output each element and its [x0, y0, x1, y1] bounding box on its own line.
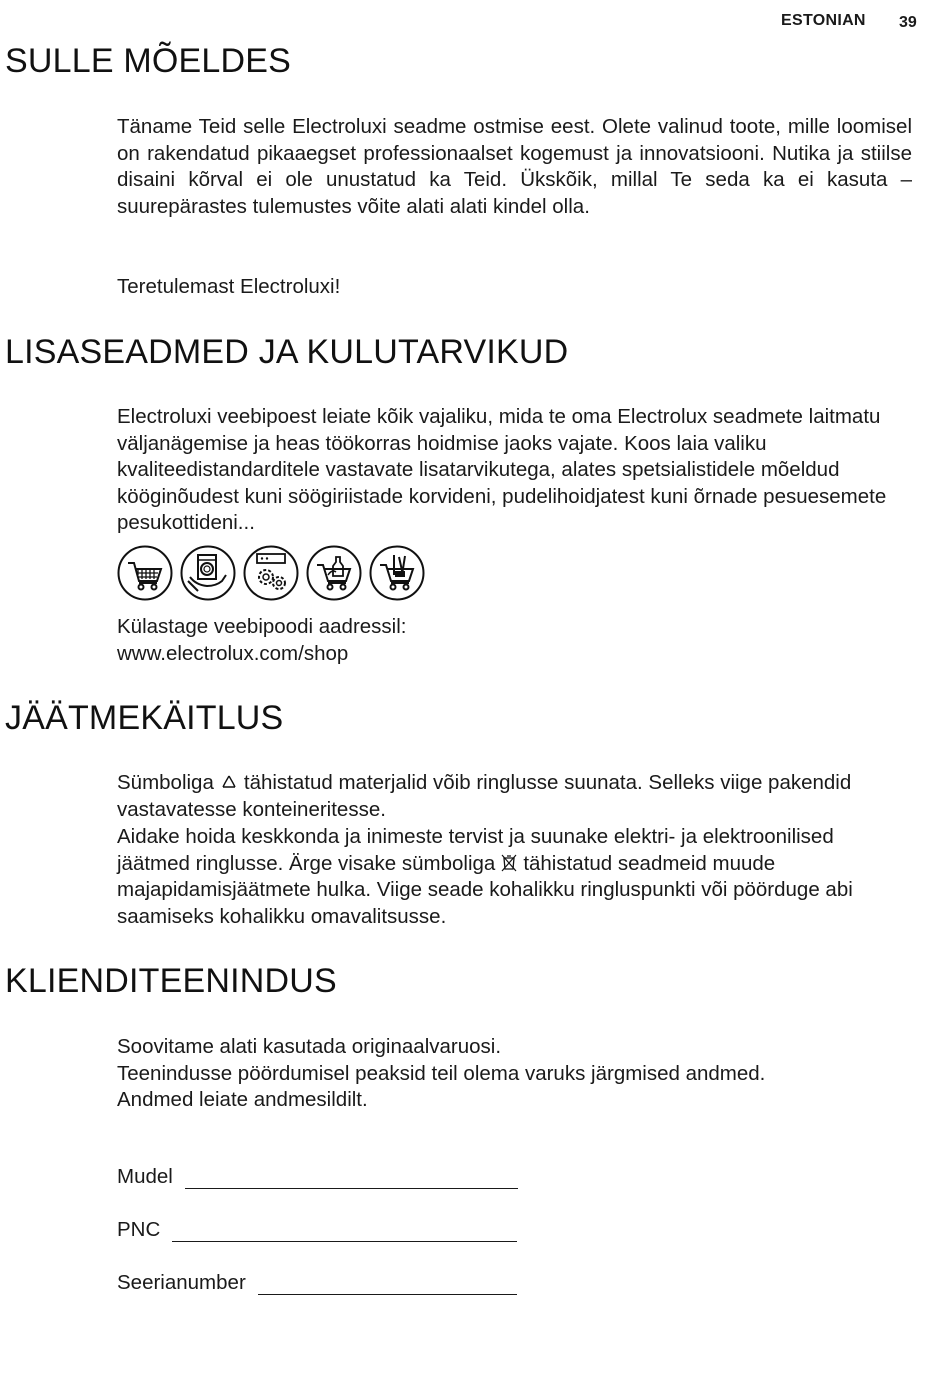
field-pnc-line[interactable] — [172, 1221, 517, 1242]
hand-washing-machine-icon — [180, 545, 236, 601]
field-model-line[interactable] — [185, 1168, 518, 1189]
recycle-icon — [220, 774, 238, 792]
disposal-paragraph-1 — [117, 770, 912, 823]
intro-paragraph: Täname Teid selle Electroluxi seadme ostmise eest. Olete valinud toote, mille loomisel on rakendatud pikaaegset professionaalset kogemust ja innovatsiooni. Nutika ja stiilse disaini kõrval ei ole unustatud ka Teid. Ükskõik, millal Te seda ka ei kasuta – suurepärastes tulemustes võite alati alati kindel olla. — [117, 115, 912, 218]
shopping-cart-icon — [117, 545, 173, 601]
disposal-p2-after: tähistatud seadmeid muude majapidamisjäätmete hulka. Viige seade kohalikku ringluspunkti või pöörduge abi saamiseks kohalikku omavalitsusse. — [117, 851, 853, 928]
section-title-intro: SULLE MÕELDES — [5, 42, 292, 80]
accessory-icons — [117, 545, 425, 601]
accessories-paragraph: Electroluxi veebipoest leiate kõik vajaliku, mida te oma Electrolux seadmete laitmatu väljanägemise ja heas töökorras hoidmise jaoks vajate. Koos laia valiku kvaliteedistandarditele vastavate lisatarvikutega, alates spetsialistidele mõeldud kööginõudest kuni söögiriistade korvideni, pudelihoidjatest kuni õrnade pesuesemete pesukottideni... — [117, 405, 887, 535]
page-number: 39 — [899, 14, 917, 31]
field-serial — [117, 1271, 517, 1295]
disposal-p2-before: Aidake hoida keskkonda ja inimeste tervist ja suunake elektri- ja elektroonilised jäätmed ringlusse. Ärge visake sümboliga — [117, 825, 834, 875]
section-title-disposal: JÄÄTMEKÄITLUS — [5, 699, 284, 737]
field-pnc — [117, 1218, 517, 1242]
disposal-p1-before: Sümboliga — [117, 771, 214, 794]
field-model — [117, 1165, 518, 1189]
section-title-accessories: LISASEADMED JA KULUTARVIKUD — [5, 333, 569, 371]
service-line-1: Soovitame alati kasutada originaalvaruosi. — [117, 1035, 502, 1058]
shop-visit-text: Külastage veebipoodi aadressil: — [117, 615, 407, 638]
disposal-p1-after: tähistatud materjalid võib ringlusse suunata. Selleks viige pakendid vastavatesse konteineritesse. — [117, 771, 852, 821]
cart-bottle-icon — [306, 545, 362, 601]
header-language: ESTONIAN — [781, 12, 866, 29]
cart-tools-icon — [369, 545, 425, 601]
service-line-3: Andmed leiate andmesildilt. — [117, 1088, 368, 1111]
field-serial-label: Seerianumber — [117, 1271, 246, 1294]
gears-icon — [243, 545, 299, 601]
shop-url[interactable]: www.electrolux.com/shop — [117, 642, 349, 665]
intro-welcome: Teretulemast Electroluxi! — [117, 275, 341, 298]
disposal-paragraph-2 — [117, 824, 912, 930]
field-serial-line[interactable] — [258, 1274, 517, 1295]
field-model-label: Mudel — [117, 1165, 173, 1188]
section-title-service: KLIENDITEENINDUS — [5, 962, 337, 1000]
service-line-2: Teenindusse pöördumisel peaksid teil olema varuks järgmised andmed. — [117, 1062, 766, 1085]
field-pnc-label: PNC — [117, 1218, 161, 1241]
crossed-bin-icon — [501, 853, 517, 873]
